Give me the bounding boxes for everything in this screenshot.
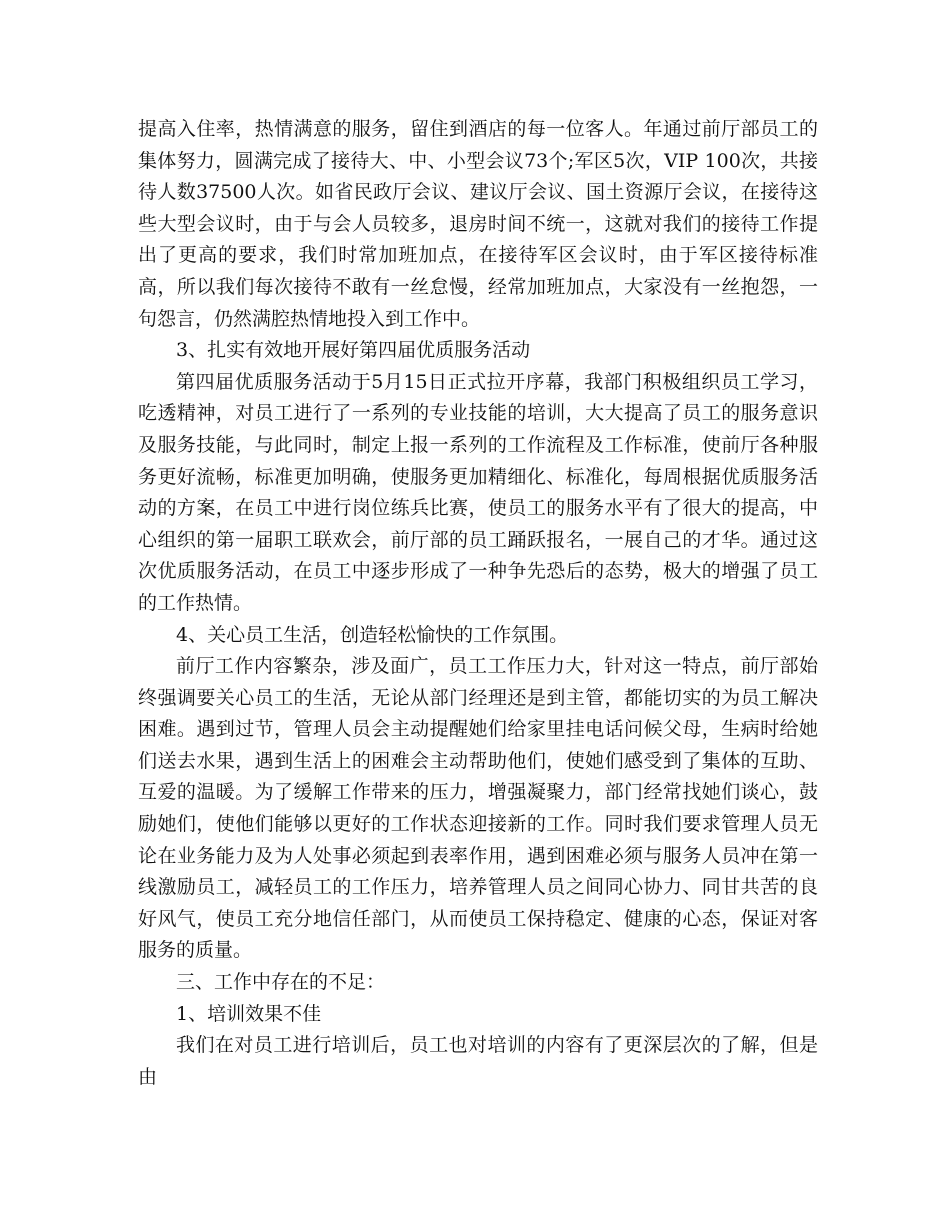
paragraph-occupancy-continuation: 提高入住率，热情满意的服务，留住到酒店的每一位客人。年通过前厅部员工的集体努力，圆满完成了接待大、中、小型会议73个;军区5次，VIP 100次，共接待人数37500人次。如省民政厅会议、建议厅会议、国土资源厅会议，在接待这些大型会议时，由于与会人员较多，退房时间不统一，这就对我们的接待工作提出了更高的要求，我们时常加班加点，在接待军区会议时，由于军区接待标准高，所以我们每次接待不敢有一丝怠慢，经常加班加点，大家没有一丝抱怨，一句怨言，仍然满腔热情地投入到工作中。 [138, 118, 818, 330]
paragraph-employee-care: 前厅工作内容繁杂，涉及面广，员工工作压力大，针对这一特点，前厅部始终强调要关心员工的生活，无论从部门经理还是到主管，都能切实的为员工解决困难。遇到过节，管理人员会主动提醒她们给家里挂电话问候父母，生病时给她们送去水果，遇到生活上的困难会主动帮助他们，使她们感受到了集体的互助、互爱的温暖。为了缓解工作带来的压力，增强凝聚力，部门经常找她们谈心，鼓励她们，使他们能够以更好的工作状态迎接新的工作。同时我们要求管理人员无论在业务能力及为人处事必须起到表率作用，遇到困难必须与服务人员冲在第一线激励员工，减轻员工的工作压力，培养管理人员之间同心协力、同甘共苦的良好风气，使员工充分地信任部门，从而使员工保持稳定、健康的心态，保证对客服务的质量。 [138, 655, 818, 962]
document-body [138, 114, 818, 1093]
heading-section-3: 3、扎实有效地开展好第四届优质服务活动 [176, 339, 531, 362]
paragraph-training-start: 我们在对员工进行培训后，员工也对培训的内容有了更深层次的了解，但是由 [138, 1034, 818, 1088]
heading-shortcomings: 三、工作中存在的不足： [176, 971, 386, 994]
heading-training-effect: 1、培训效果不佳 [176, 1002, 322, 1025]
paragraph-quality-service-activity: 第四届优质服务活动于5月15日正式拉开序幕，我部门积极组织员工学习，吃透精神，对员工进行了一系列的专业技能的培训，大大提高了员工的服务意识及服务技能，与此同时，制定上报一系列的工作流程及工作标准，使前厅各种服务更好流畅，标准更加明确，使服务更加精细化、标准化，每周根据优质服务活动的方案，在员工中进行岗位练兵比赛，使员工的服务水平有了很大的提高，中心组织的第一届职工联欢会，前厅部的员工踊跃报名，一展自己的才华。通过这次优质服务活动，在员工中逐步形成了一种争先恐后的态势，极大的增强了员工的工作热情。 [138, 370, 818, 614]
heading-section-4: 4、关心员工生活，创造轻松愉快的工作氛围。 [176, 623, 569, 646]
